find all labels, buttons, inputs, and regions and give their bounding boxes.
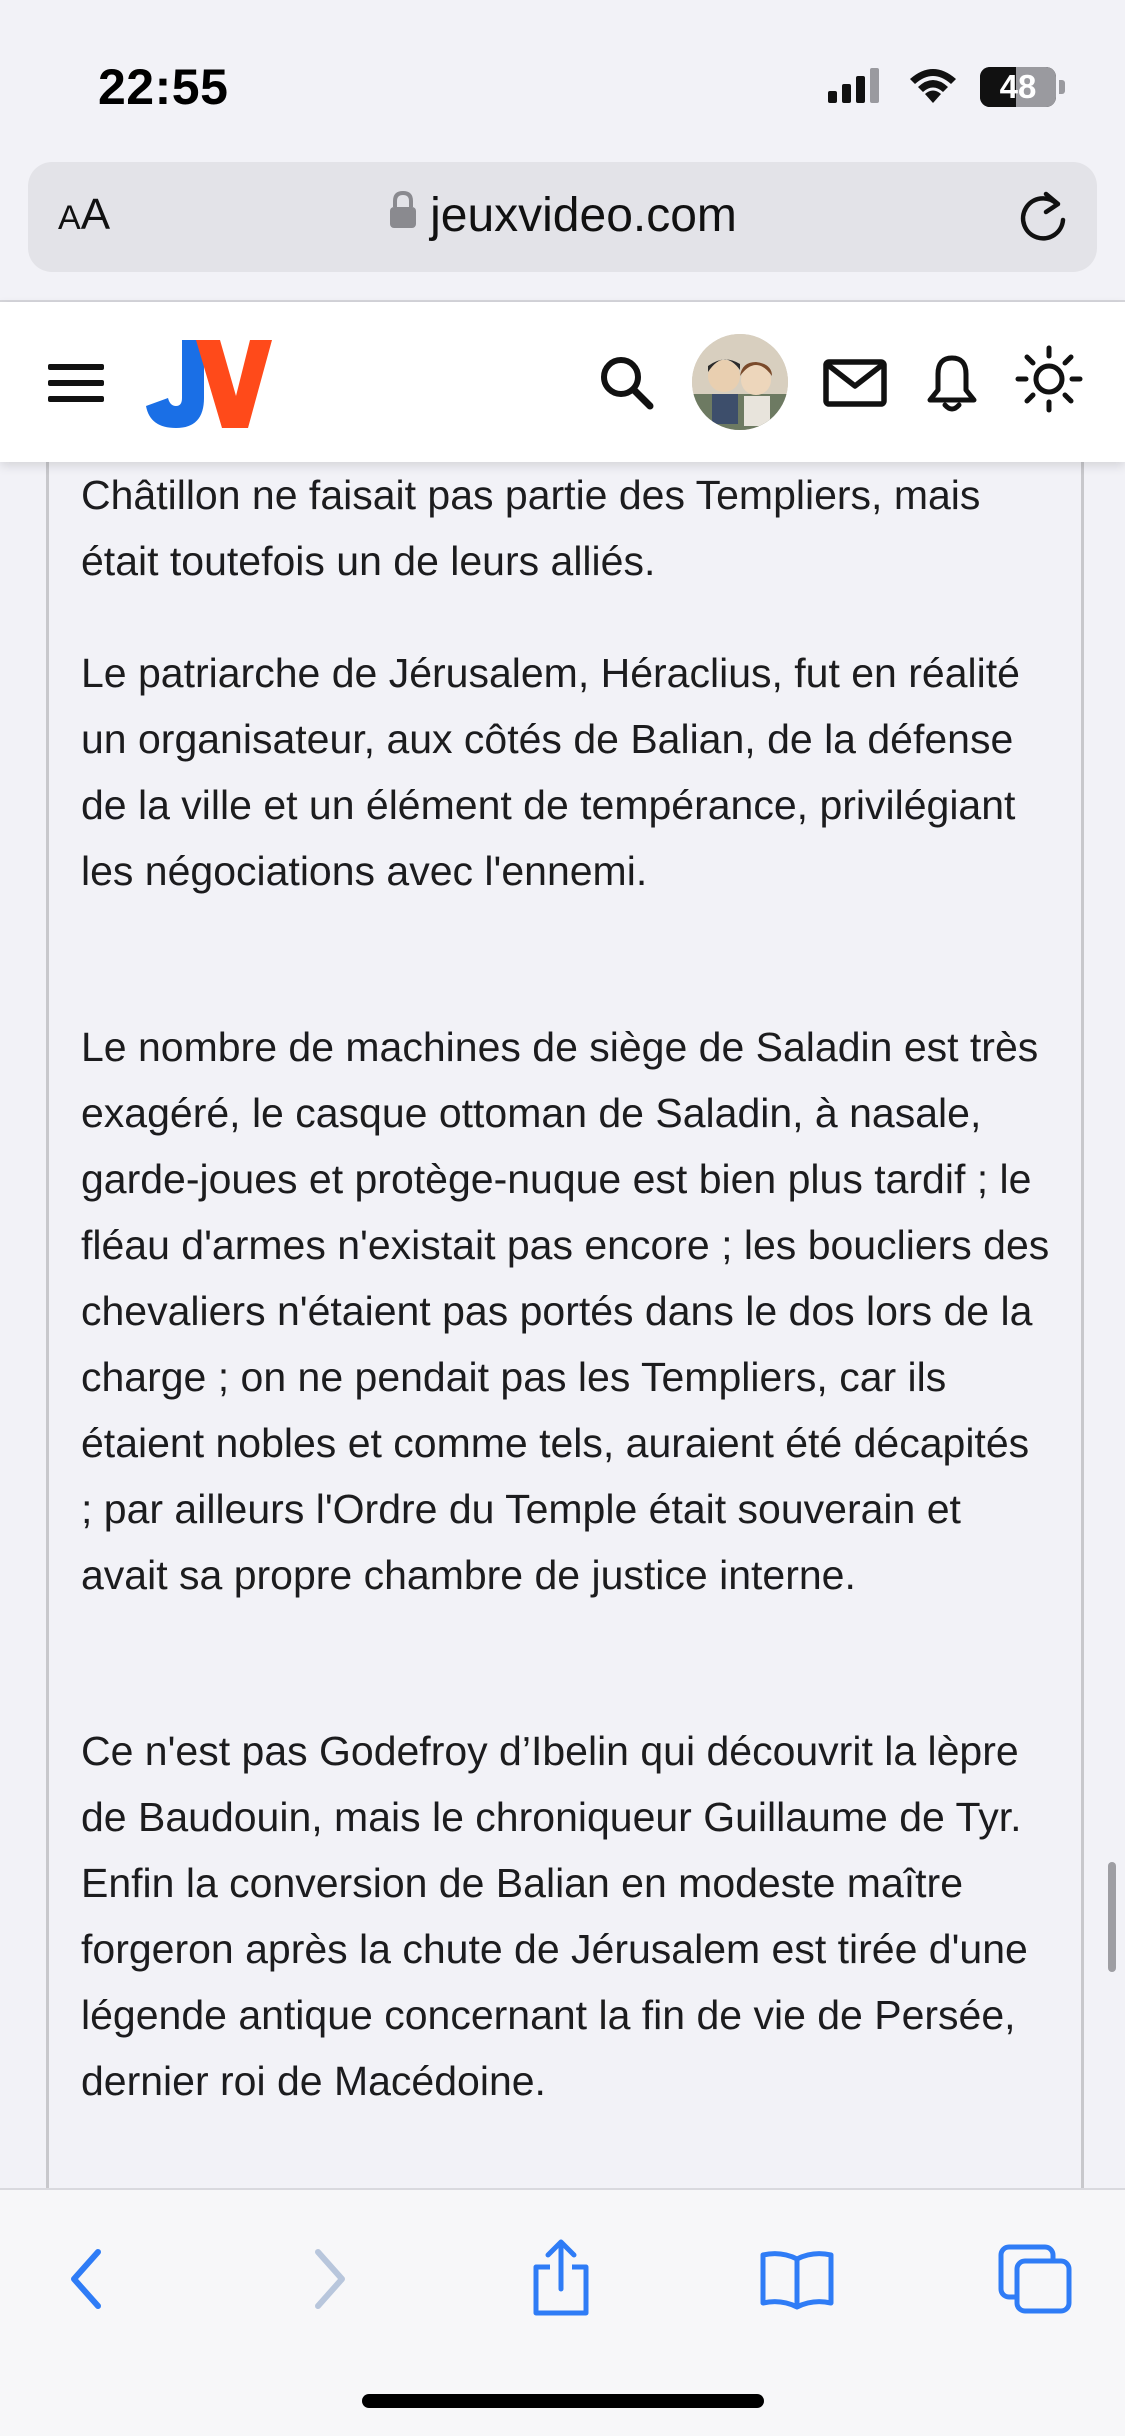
forward-icon[interactable] <box>284 2234 374 2324</box>
home-indicator[interactable] <box>362 2394 764 2408</box>
url-display[interactable] <box>28 188 1097 246</box>
text-size-large: A <box>80 190 111 239</box>
wifi-icon <box>906 65 960 110</box>
site-header <box>0 302 1125 462</box>
tabs-icon[interactable] <box>990 2234 1080 2324</box>
address-bar[interactable] <box>28 162 1097 272</box>
article-body <box>46 462 1084 2188</box>
site-logo[interactable] <box>142 334 272 439</box>
article-paragraph: Châtillon ne faisait pas partie des Templiers, mais était toutefois un de leurs alliés. <box>81 472 981 584</box>
scrollbar[interactable] <box>1108 1862 1116 1972</box>
article-paragraph: Le nombre de machines de siège de Saladin est très exagéré, le casque ottoman de Saladin, à nasale, garde-joues et protège-nuque est bien plus tardif ; le fléau d'armes n'existait pas encore ; les boucliers des chevaliers n'étaient pas portés dans le dos lors de la charge ; on ne pendait pas les Templiers, car ils étaient nobles et comme tels, auraient été décapités ; par ailleurs l'Ordre du Temple était souverain et avait sa propre chambre de justice interne. <box>81 1024 1050 1598</box>
article-paragraph: Ce n'est pas Godefroy d’Ibelin qui découvrit la lèpre de Baudouin, mais le chroniqueur Guillaume de Tyr. Enfin la conversion de Balian en modeste maître forgeron après la chute de Jérusalem est tirée d'une légende antique concernant la fin de vie de Persée, dernier roi de Macédoine. <box>81 1728 1028 2104</box>
lock-icon <box>388 187 418 242</box>
share-icon[interactable] <box>516 2234 606 2324</box>
status-icons <box>826 62 1065 112</box>
text-size-small: A <box>58 199 81 237</box>
menu-icon[interactable] <box>48 364 104 412</box>
mail-icon[interactable] <box>822 352 888 417</box>
reload-icon[interactable] <box>1015 186 1071 251</box>
bookmarks-icon[interactable] <box>752 2234 842 2324</box>
sun-icon[interactable] <box>1014 344 1084 419</box>
battery-icon <box>980 67 1065 107</box>
avatar[interactable] <box>692 334 788 430</box>
status-time: 22:55 <box>98 59 229 115</box>
search-icon[interactable] <box>596 352 656 417</box>
status-bar <box>0 0 1125 150</box>
url-text: jeuxvideo.com <box>430 189 737 242</box>
signal-icon <box>826 67 886 108</box>
article-paragraph: Le patriarche de Jérusalem, Héraclius, fut en réalité un organisateur, aux côtés de Balian, de la défense de la ville et un élément de tempérance, privilégiant les négociations avec l'ennemi. <box>81 650 1020 894</box>
battery-level: 48 <box>999 68 1037 105</box>
back-icon[interactable] <box>42 2234 132 2324</box>
bell-icon[interactable] <box>924 352 980 419</box>
